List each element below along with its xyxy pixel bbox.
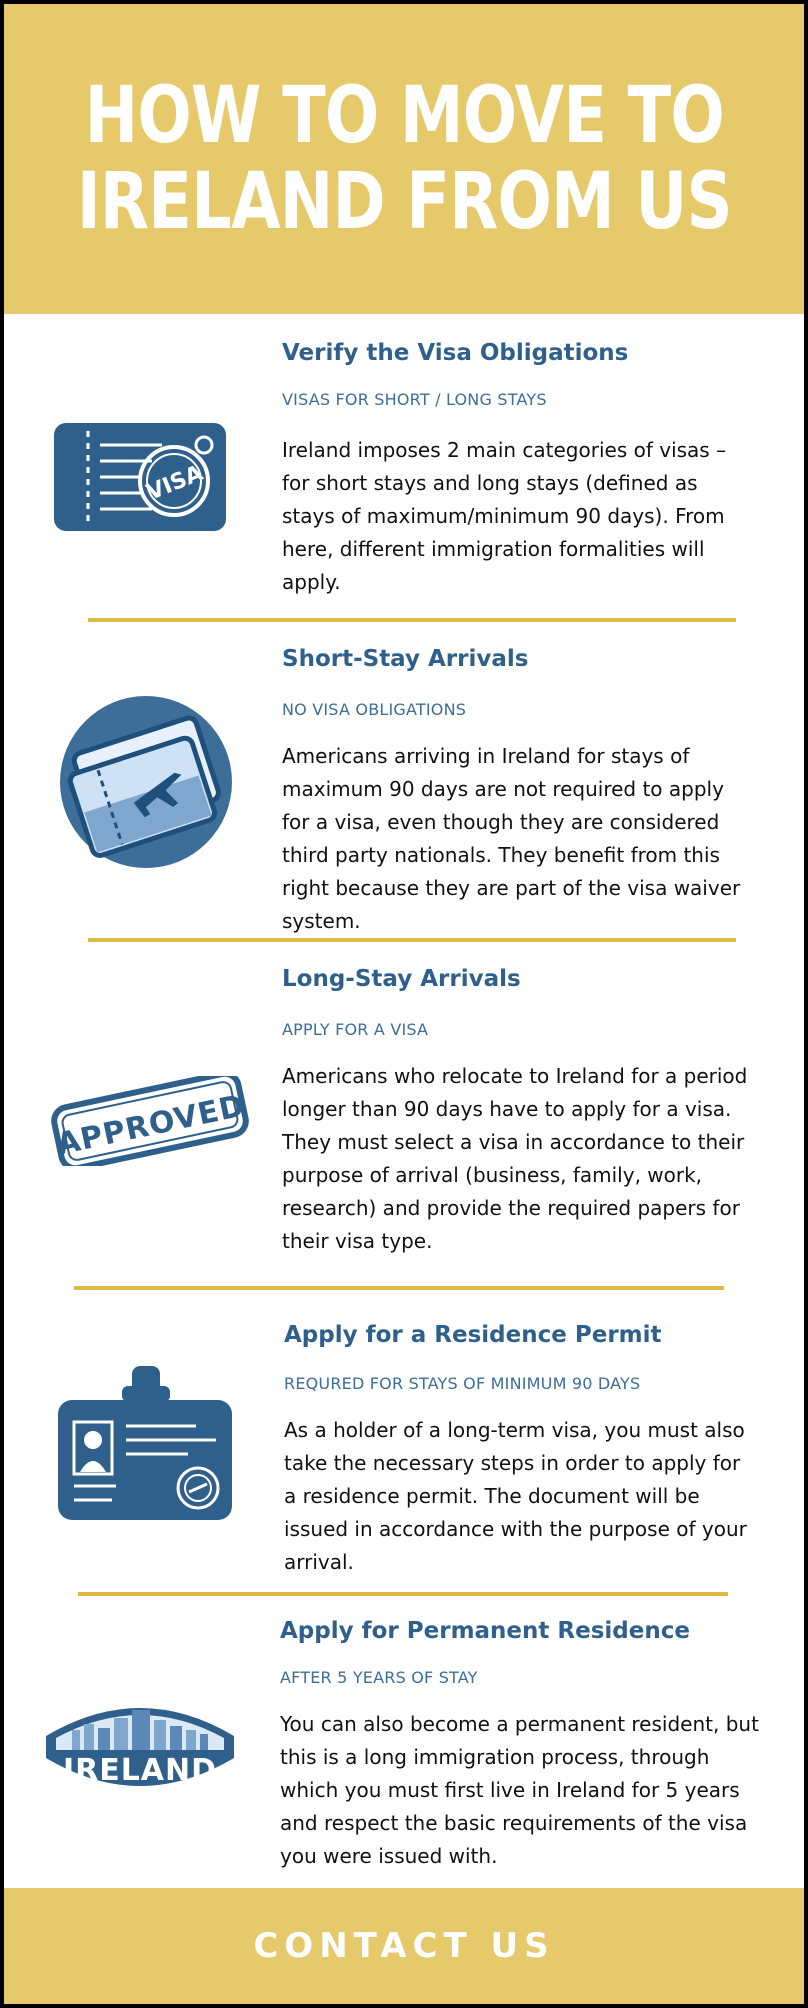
plane-ticket-icon	[58, 694, 234, 870]
divider	[74, 1286, 724, 1290]
divider	[78, 1592, 728, 1596]
divider	[88, 618, 736, 622]
header-banner	[4, 4, 804, 314]
section-visa-obligations	[4, 314, 804, 624]
section-title: Apply for a Residence Permit	[284, 1322, 662, 1348]
section-body: Americans arriving in Ireland for stays of maximum 90 days are not required to apply for a visa, even though they are considered third party nationals. They benefit from this right because they are part of the visa waiver system.	[282, 744, 741, 933]
title-line-2: IRELAND FROM US	[76, 157, 732, 247]
infographic	[4, 4, 804, 2004]
id-badge-icon	[56, 1364, 236, 1524]
title-line-1: HOW TO MOVE TO	[84, 71, 724, 161]
page-title	[77, 73, 732, 245]
section-long-stay	[4, 944, 804, 1284]
section-subtitle: NO VISA OBLIGATIONS	[282, 700, 467, 719]
section-subtitle: REQURED FOR STAYS OF MINIMUM 90 DAYS	[284, 1374, 641, 1393]
section-title: Verify the Visa Obligations	[282, 340, 629, 366]
visa-ticket-icon	[52, 417, 228, 535]
ireland-badge-label: IRELAND	[62, 1753, 218, 1788]
visa-stamp-label: VISA	[143, 460, 207, 506]
footer-banner	[4, 1888, 804, 2004]
contact-us-button[interactable]: CONTACT US	[253, 1926, 555, 1966]
section-subtitle: VISAS FOR SHORT / LONG STAYS	[282, 390, 547, 409]
approved-stamp-label: APPROVED	[53, 1088, 249, 1163]
section-body: You can also become a permanent resident, but this is a long immigration process, through which you must first live in Ireland for 5 years and respect the basic requirements of the visa you were issued with.	[280, 1712, 759, 1868]
ireland-badge-icon	[42, 1694, 238, 1798]
section-body: As a holder of a long-term visa, you must also take the necessary steps in order to apply for a residence permit. The document will be issued in accordance with the purpose of your arrival.	[284, 1418, 747, 1574]
section-title: Long-Stay Arrivals	[282, 966, 521, 992]
section-subtitle: APPLY FOR A VISA	[282, 1020, 429, 1039]
section-body: Americans who relocate to Ireland for a period longer than 90 days have to apply for a visa. They must select a visa in accordance to their purpose of arrival (business, family, work, research) and provide the required papers for their visa type.	[282, 1064, 748, 1253]
section-body: Ireland imposes 2 main categories of visas – for short stays and long stays (defined as stays of maximum/minimum 90 days). From here, different immigration formalities will apply.	[282, 438, 727, 594]
section-subtitle: AFTER 5 YEARS OF STAY	[280, 1668, 478, 1687]
section-permanent-residence	[4, 1598, 804, 1888]
section-residence-permit	[4, 1292, 804, 1592]
section-title: Short-Stay Arrivals	[282, 646, 529, 672]
approved-stamp-icon	[50, 1076, 250, 1166]
divider	[88, 938, 736, 942]
section-title: Apply for Permanent Residence	[280, 1618, 690, 1644]
section-short-stay	[4, 624, 804, 942]
